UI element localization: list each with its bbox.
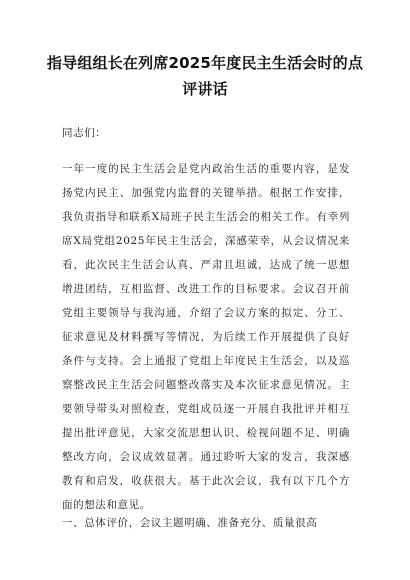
paragraph-line: 征求意见及材料撰写等情况，为后续工作开展提供了良好 — [62, 331, 350, 343]
paragraph-line: 席X局党组2025年民主生活会，深感荣幸，从会议情况来 — [62, 235, 350, 247]
paragraph-line: 要领导带头对照检查，党组成员逐一开展自我批评并相互 — [62, 403, 350, 415]
paragraph-line: 一年一度的民主生活会是党内政治生活的重要内容，是发 — [62, 163, 350, 175]
paragraph-line: 党组主要领导与我沟通，介绍了会议方案的拟定、分工、 — [62, 307, 350, 319]
paragraph-line: 扬党内民主、加强党内监督的关键举措。根据工作安排， — [62, 187, 350, 199]
paragraph-line: 整改方向，会议成效显著。通过聆听大家的发言，我深感 — [62, 451, 350, 463]
paragraph-line: 提出批评意见，大家交流思想认识、检视问题不足、明确 — [62, 427, 350, 439]
paragraph-line: 看，此次民主生活会认真、严肃且坦诚，达成了统一思想 — [62, 259, 350, 271]
paragraph-line: 条件与支持。会上通报了党组上年度民主生活会，以及巡 — [62, 355, 350, 367]
section-heading-1: 一、总体评价，会议主题明确、准备充分、质量很高 — [62, 517, 318, 529]
paragraph-line: 面的想法和意见。 — [62, 499, 151, 511]
salutation: 同志们： — [62, 127, 107, 139]
paragraph-line: 我负责指导和联系X局班子民主生活会的相关工作。有幸列 — [62, 211, 350, 223]
document-title-line-1: 指导组组长在列席2025年度民主生活会时的点 — [46, 54, 364, 72]
paragraph-line: 增进团结，互相监督、改进工作的目标要求。会议召开前 — [62, 283, 350, 295]
document-title-line-2: 评讲话 — [182, 80, 228, 98]
paragraph-line: 教育和启发，收获很大。基于此次会议，我有以下几个方 — [62, 475, 350, 487]
paragraph-line: 察整改民主生活会问题整改落实及本次征求意见情况。主 — [62, 379, 350, 391]
